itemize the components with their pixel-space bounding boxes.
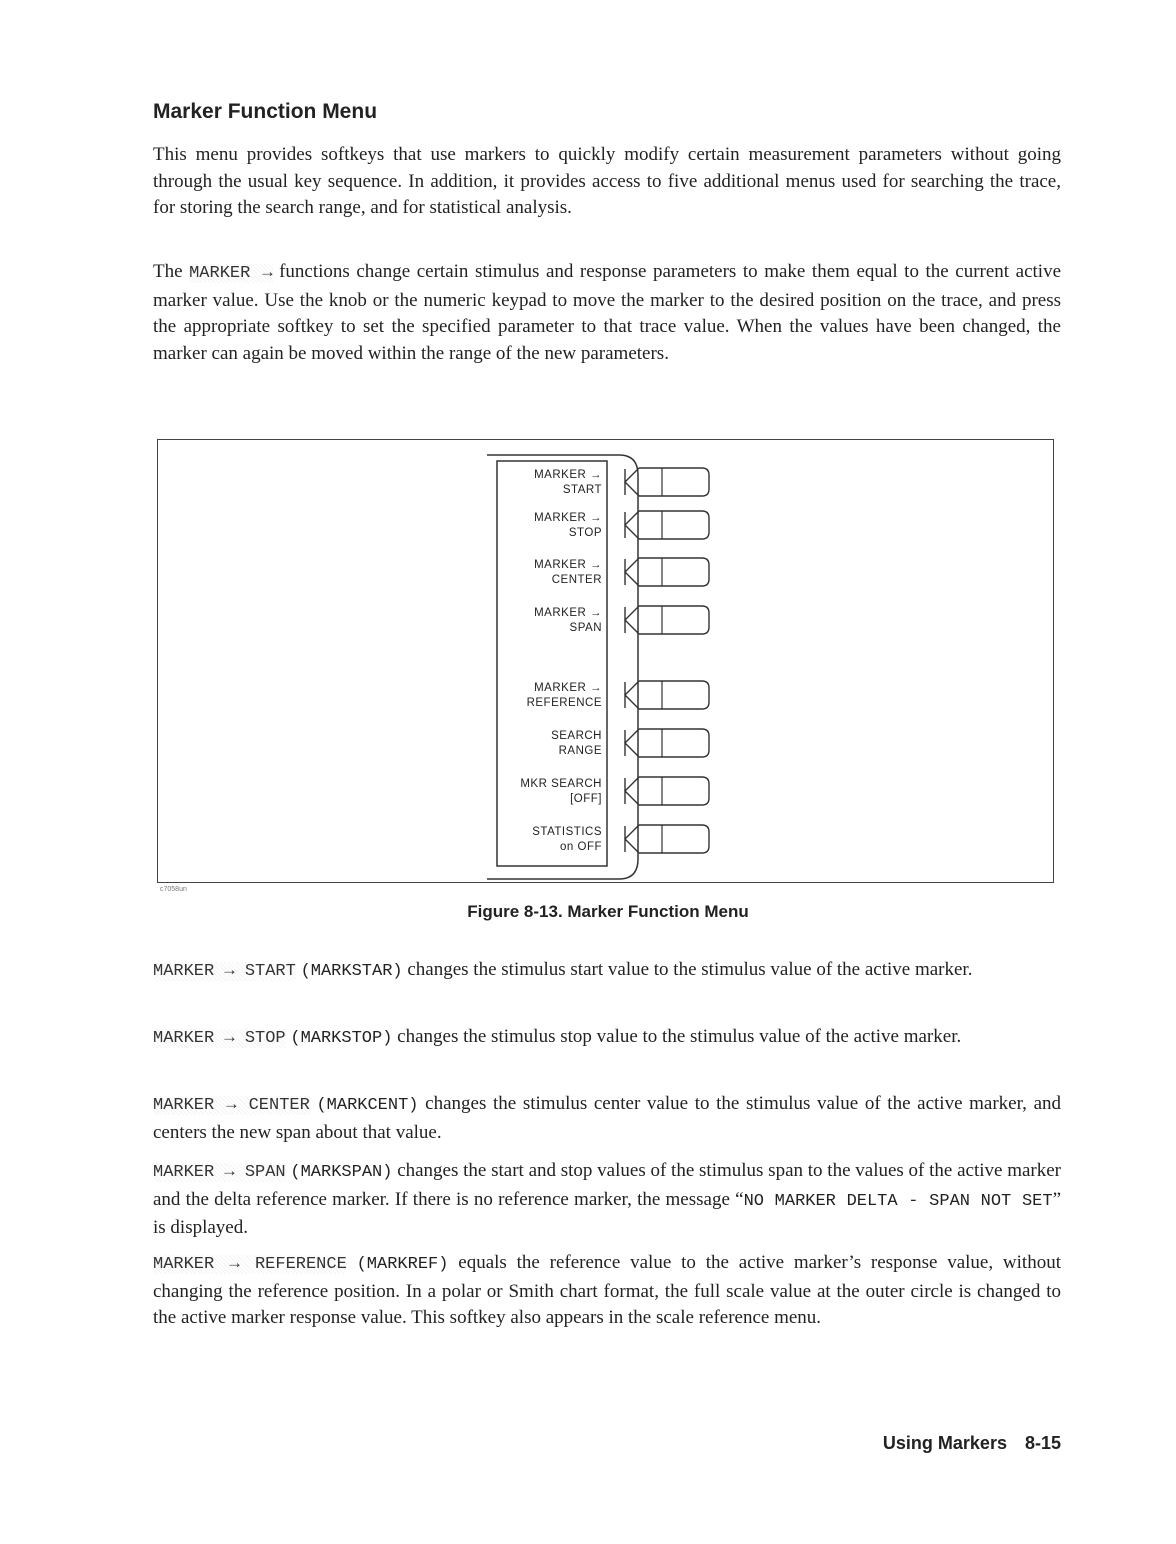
softkey-label-line2: SPAN (569, 622, 602, 634)
description-text: changes the start and stop values of the stimulus span to the values of the active marker and the delta reference marker. If there is no reference marker, the message “ (153, 1160, 1062, 1210)
softkey-button-outline[interactable] (639, 606, 709, 634)
softkey-label-line2: RANGE (558, 745, 602, 757)
softkey-pointer-icon (625, 777, 639, 805)
softkey-pointer-icon (625, 468, 639, 496)
softkey[interactable] (532, 825, 709, 853)
softkey-pointer-icon (625, 558, 639, 586)
softkey-name: MARKER → START (153, 962, 296, 981)
softkey-button-outline[interactable] (639, 825, 709, 853)
softkey-label-line2: [OFF] (570, 793, 602, 805)
softkey-pointer-icon (625, 729, 639, 757)
description-marker-reference (153, 1250, 1061, 1332)
softkey-pointer-icon (625, 825, 639, 853)
softkey-button-outline[interactable] (639, 511, 709, 539)
description-marker-center (153, 1091, 1061, 1146)
softkey-pointer-icon (625, 681, 639, 709)
description-marker-stop (153, 1024, 1061, 1053)
softkey-label-line1: STATISTICS (532, 826, 602, 838)
programming-mnemonic: (MARKSTAR) (300, 962, 403, 981)
softkey-label-line1: MARKER → (534, 512, 602, 524)
softkey-label-line1: MARKER → (534, 469, 602, 481)
programming-mnemonic: (MARKREF) (356, 1255, 449, 1274)
softkey-button-outline[interactable] (639, 729, 709, 757)
softkey-pointer-icon (625, 511, 639, 539)
softkey[interactable] (527, 681, 709, 709)
softkey-label-line2: START (562, 484, 602, 496)
softkey-pointer-icon (625, 606, 639, 634)
section-title: Marker Function Menu (153, 100, 378, 123)
softkey[interactable] (551, 729, 709, 757)
description-text: changes the stimulus start value to the stimulus value of the active marker. (402, 959, 973, 980)
softkey-button-outline[interactable] (639, 681, 709, 709)
paragraph-lead: The (153, 261, 190, 282)
figure-caption: Figure 8-13. Marker Function Menu (467, 902, 749, 921)
softkey-label-line1: SEARCH (551, 730, 602, 742)
softkey-button-outline[interactable] (639, 777, 709, 805)
description-text: changes the stimulus center value to the stimulus value of the active marker, and centers the new span about that value. (153, 1093, 1062, 1143)
description-marker-span (153, 1158, 1061, 1242)
softkey-label-line2: CENTER (551, 574, 602, 586)
softkey-label-line1: MARKER → (534, 607, 602, 619)
softkey-label-line2: STOP (568, 527, 602, 539)
page-footer (883, 1433, 1061, 1454)
softkey-name: MARKER → STOP (153, 1029, 286, 1048)
softkey-label-line1: MARKER → (534, 682, 602, 694)
chapter-title: Using Markers (882, 1433, 1007, 1453)
paragraph-body: functions change certain stimulus and response parameters to make them equal to the current active marker value. Use the knob or the numeric keypad to move the marker to the desired position on the trace, and press the appropriate softkey to set the specified parameter to that trace value. When the values have been changed, the marker can again be moved within the range of the new parameters. (153, 261, 1062, 364)
softkey-name: MARKER → SPAN (153, 1163, 286, 1182)
softkey-button-outline[interactable] (639, 558, 709, 586)
softkey-name: MARKER → CENTER (153, 1096, 310, 1115)
softkey-button-outline[interactable] (639, 468, 709, 496)
softkey-label-line2: on OFF (560, 841, 602, 853)
description-text-end: ” is displayed. (153, 1188, 1061, 1238)
programming-mnemonic: (MARKSPAN) (290, 1163, 393, 1182)
marker-functions-paragraph (153, 259, 1061, 367)
page-number: 8-15 (1024, 1433, 1061, 1453)
softkey[interactable] (534, 558, 709, 586)
figure-id-label: c7058un (160, 886, 187, 893)
programming-mnemonic: (MARKSTOP) (290, 1029, 393, 1048)
softkey-menu-figure (157, 439, 1054, 883)
description-marker-start (153, 957, 1061, 986)
softkey-label-line1: MKR SEARCH (520, 778, 602, 790)
softkey-label-line1: MARKER → (534, 559, 602, 571)
error-message: NO MARKER DELTA - SPAN NOT SET (743, 1191, 1053, 1211)
softkey[interactable] (520, 777, 709, 805)
softkey[interactable] (534, 468, 709, 496)
programming-mnemonic: (MARKCENT) (316, 1096, 419, 1115)
softkey[interactable] (534, 606, 709, 634)
softkey-name: MARKER → REFERENCE (153, 1255, 347, 1274)
description-text: equals the reference value to the active marker’s response value, without changing the reference position. In a polar or Smith chart format, the full scale value at the outer circle is changed to the active marker response value. This softkey also appears in the scale reference menu. (153, 1252, 1061, 1328)
marker-key-reference: MARKER → (189, 264, 273, 283)
description-text: changes the stimulus stop value to the stimulus value of the active marker. (392, 1026, 962, 1047)
intro-paragraph: This menu provides softkeys that use markers to quickly modify certain measurement parameters without going through the usual key sequence. In addition, it provides access to five additional menus used for searching the trace, for storing the search range, and for statistical analysis. (153, 144, 1061, 218)
softkey-label-line2: REFERENCE (526, 697, 602, 709)
softkey[interactable] (534, 511, 709, 539)
